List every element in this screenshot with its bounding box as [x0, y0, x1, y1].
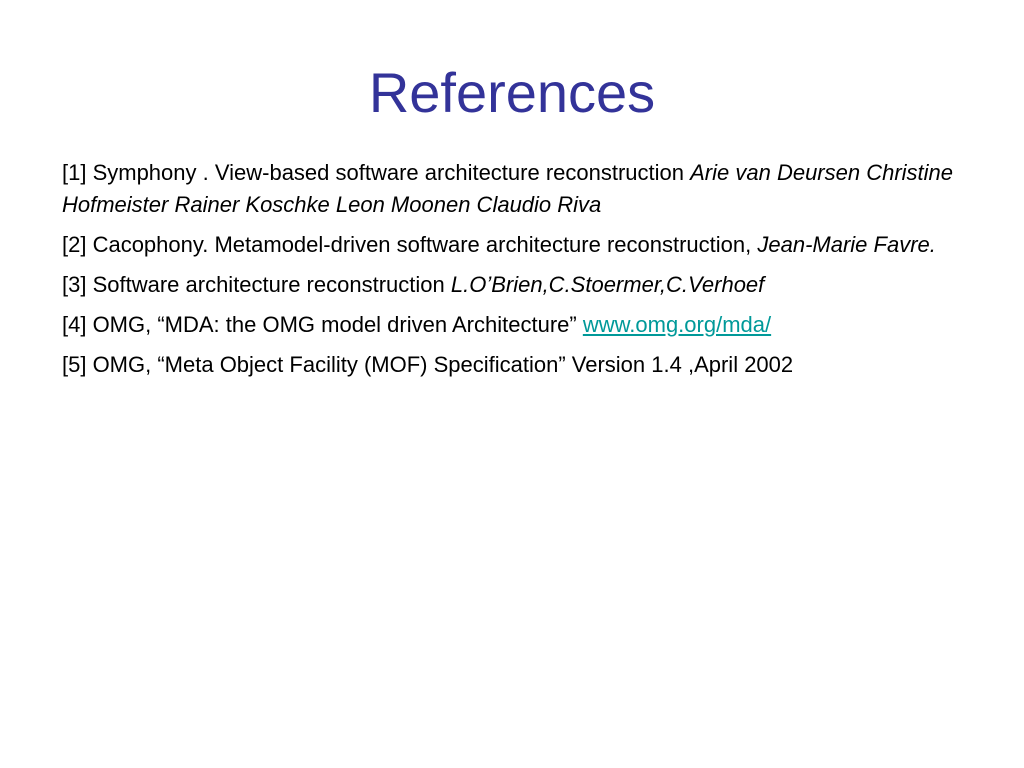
reference-item-2 — [62, 229, 962, 261]
reference-text: [3] Software architecture reconstruction — [62, 272, 451, 297]
reference-item-4 — [62, 309, 962, 341]
reference-text: [4] OMG, “MDA: the OMG model driven Architecture” — [62, 312, 583, 337]
reference-authors: Jean-Marie Favre. — [757, 232, 936, 257]
reference-text: [5] OMG, “Meta Object Facility (MOF) Specification” Version 1.4 ,April 2002 — [62, 352, 794, 377]
reference-authors: L.O’Brien,C.Stoermer,C.Verhoef — [450, 272, 765, 297]
slide-title: References — [368, 61, 656, 124]
reference-text: [1] Symphony . View-based software architecture reconstruction — [62, 160, 691, 185]
reference-item-1 — [62, 157, 962, 221]
reference-list — [62, 157, 962, 389]
reference-authors: Arie van Deursen Christine Hofmeister Rainer Koschke Leon Moonen Claudio Riva — [62, 160, 954, 217]
reference-text: [2] Cacophony. Metamodel-driven software architecture reconstruction, — [62, 232, 758, 257]
reference-item-3 — [62, 269, 962, 301]
reference-link[interactable]: www.omg.org/mda/ — [582, 312, 772, 337]
reference-item-5 — [62, 349, 962, 381]
